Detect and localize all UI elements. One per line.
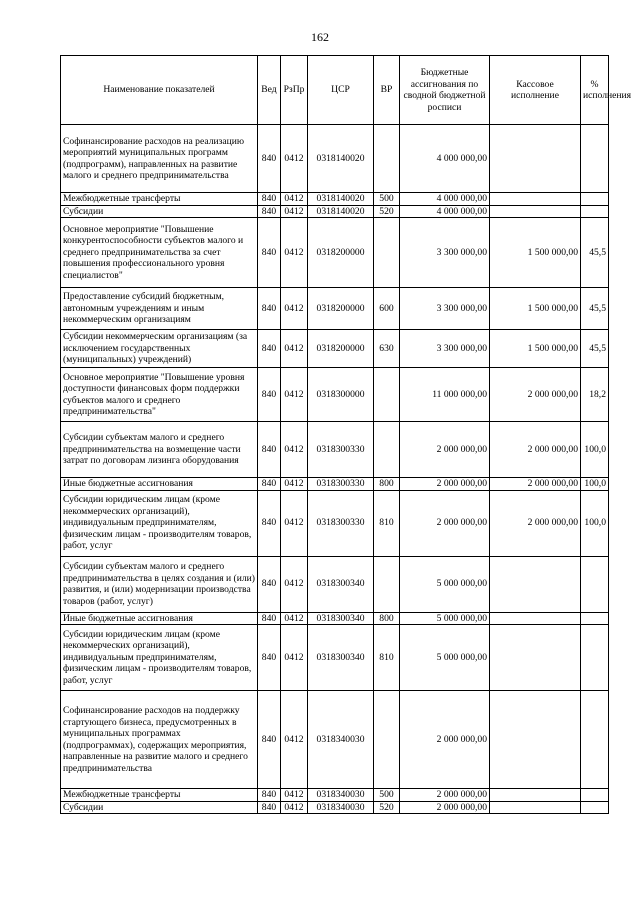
row-cash-execution xyxy=(490,205,581,218)
header-name: Наименование показателей xyxy=(61,56,258,125)
row-rzpr: 0412 xyxy=(281,368,308,422)
row-cash-execution xyxy=(490,556,581,612)
table-row xyxy=(61,490,609,556)
row-name: Иные бюджетные ассигнования xyxy=(61,478,258,491)
table-row xyxy=(61,368,609,422)
row-csr: 0318200000 xyxy=(308,330,374,368)
row-vr: 520 xyxy=(374,801,400,814)
table-body xyxy=(61,125,609,814)
row-vr: 500 xyxy=(374,789,400,802)
row-vr: 810 xyxy=(374,625,400,691)
table-row xyxy=(61,789,609,802)
row-percent xyxy=(581,801,609,814)
row-rzpr: 0412 xyxy=(281,205,308,218)
row-name: Субсидии некоммерческим организациям (за исключением государственных (муниципальных) учреждений) xyxy=(61,330,258,368)
row-cash-execution xyxy=(490,625,581,691)
row-cash-execution xyxy=(490,125,581,193)
row-vr xyxy=(374,691,400,789)
row-percent xyxy=(581,691,609,789)
table-row xyxy=(61,330,609,368)
row-cash-execution xyxy=(490,691,581,789)
page-number: 162 xyxy=(311,30,329,44)
row-ved: 840 xyxy=(258,193,281,206)
row-cash-execution: 2 000 000,00 xyxy=(490,368,581,422)
row-name: Субсидии xyxy=(61,205,258,218)
row-csr: 0318140020 xyxy=(308,125,374,193)
row-ved: 840 xyxy=(258,478,281,491)
budget-table xyxy=(60,55,632,814)
row-vr: 630 xyxy=(374,330,400,368)
row-rzpr: 0412 xyxy=(281,801,308,814)
row-rzpr: 0412 xyxy=(281,625,308,691)
header-csr: ЦСР xyxy=(308,56,374,125)
row-csr: 0318200000 xyxy=(308,288,374,330)
table-header-row xyxy=(61,56,609,125)
row-csr: 0318300000 xyxy=(308,368,374,422)
row-assignments: 3 300 000,00 xyxy=(400,218,490,288)
row-ved: 840 xyxy=(258,205,281,218)
row-assignments: 11 000 000,00 xyxy=(400,368,490,422)
row-cash-execution: 1 500 000,00 xyxy=(490,330,581,368)
row-ved: 840 xyxy=(258,789,281,802)
row-csr: 0318300340 xyxy=(308,612,374,625)
row-cash-execution: 2 000 000,00 xyxy=(490,490,581,556)
row-percent xyxy=(581,625,609,691)
table-row xyxy=(61,218,609,288)
header-cash-execution: Кассовое исполнение xyxy=(490,56,581,125)
row-percent: 18,2 xyxy=(581,368,609,422)
row-csr: 0318300330 xyxy=(308,490,374,556)
row-ved: 840 xyxy=(258,422,281,478)
row-ved: 840 xyxy=(258,125,281,193)
row-rzpr: 0412 xyxy=(281,556,308,612)
table-row xyxy=(61,625,609,691)
table-row xyxy=(61,422,609,478)
row-csr: 0318140020 xyxy=(308,193,374,206)
row-cash-execution xyxy=(490,612,581,625)
header-ved: Вед xyxy=(258,56,281,125)
table-row xyxy=(61,193,609,206)
row-vr: 800 xyxy=(374,478,400,491)
table-row xyxy=(61,612,609,625)
row-assignments: 4 000 000,00 xyxy=(400,125,490,193)
table-row xyxy=(61,478,609,491)
row-assignments: 2 000 000,00 xyxy=(400,801,490,814)
row-percent xyxy=(581,556,609,612)
header-assignments: Бюджетные ассигнования по сводной бюджетной росписи xyxy=(400,56,490,125)
row-cash-execution: 2 000 000,00 xyxy=(490,422,581,478)
row-percent xyxy=(581,125,609,193)
row-assignments: 3 300 000,00 xyxy=(400,330,490,368)
row-assignments: 5 000 000,00 xyxy=(400,556,490,612)
row-percent xyxy=(581,612,609,625)
row-assignments: 2 000 000,00 xyxy=(400,490,490,556)
row-percent xyxy=(581,789,609,802)
row-name: Субсидии субъектам малого и среднего предпринимательства на возмещение части затрат по договорам лизинга оборудования xyxy=(61,422,258,478)
row-name: Межбюджетные трансферты xyxy=(61,789,258,802)
row-cash-execution: 2 000 000,00 xyxy=(490,478,581,491)
row-percent: 45,5 xyxy=(581,218,609,288)
row-name: Субсидии субъектам малого и среднего предпринимательства в целях создания и (или) развития, и (или) модернизации производства товаров (работ, услуг) xyxy=(61,556,258,612)
row-rzpr: 0412 xyxy=(281,691,308,789)
row-name: Иные бюджетные ассигнования xyxy=(61,612,258,625)
header-rzpr: РзПр xyxy=(281,56,308,125)
row-cash-execution: 1 500 000,00 xyxy=(490,288,581,330)
row-csr: 0318140020 xyxy=(308,205,374,218)
table-row xyxy=(61,691,609,789)
row-assignments: 2 000 000,00 xyxy=(400,422,490,478)
row-assignments: 2 000 000,00 xyxy=(400,691,490,789)
row-name: Софинансирование расходов на реализацию мероприятий муниципальных программ (подпрограмм), направленных на развитие малого и среднего предпринимательства xyxy=(61,125,258,193)
row-ved: 840 xyxy=(258,330,281,368)
row-rzpr: 0412 xyxy=(281,288,308,330)
header-percent: % исполнения xyxy=(581,56,609,125)
header-vr: ВР xyxy=(374,56,400,125)
row-percent: 100,0 xyxy=(581,478,609,491)
row-name: Основное мероприятие "Повышение уровня доступности финансовых форм поддержки субъектов малого и среднего предпринимательства" xyxy=(61,368,258,422)
row-csr: 0318340030 xyxy=(308,691,374,789)
row-vr xyxy=(374,556,400,612)
row-assignments: 4 000 000,00 xyxy=(400,205,490,218)
row-percent xyxy=(581,193,609,206)
row-percent: 45,5 xyxy=(581,330,609,368)
row-cash-execution xyxy=(490,193,581,206)
row-rzpr: 0412 xyxy=(281,218,308,288)
row-percent: 100,0 xyxy=(581,490,609,556)
row-csr: 0318300330 xyxy=(308,478,374,491)
row-vr xyxy=(374,422,400,478)
row-ved: 840 xyxy=(258,691,281,789)
row-ved: 840 xyxy=(258,368,281,422)
row-cash-execution xyxy=(490,801,581,814)
row-csr: 0318300330 xyxy=(308,422,374,478)
row-assignments: 2 000 000,00 xyxy=(400,478,490,491)
row-percent: 45,5 xyxy=(581,288,609,330)
row-ved: 840 xyxy=(258,801,281,814)
row-ved: 840 xyxy=(258,612,281,625)
row-name: Предоставление субсидий бюджетным, автономным учреждениям и иным некоммерческим организациям xyxy=(61,288,258,330)
row-rzpr: 0412 xyxy=(281,490,308,556)
row-name: Основное мероприятие "Повышение конкурентоспособности субъектов малого и среднего предпринимательства за счет повышения профессионального уровня специалистов" xyxy=(61,218,258,288)
row-ved: 840 xyxy=(258,218,281,288)
row-rzpr: 0412 xyxy=(281,193,308,206)
row-vr xyxy=(374,218,400,288)
row-assignments: 5 000 000,00 xyxy=(400,612,490,625)
row-percent: 100,0 xyxy=(581,422,609,478)
row-name: Софинансирование расходов на поддержку стартующего бизнеса, предусмотренных в муниципальных программах (подпрограммах), содержащих мероприятия, направленные на развитие малого и среднего предпринимательства xyxy=(61,691,258,789)
row-rzpr: 0412 xyxy=(281,789,308,802)
row-rzpr: 0412 xyxy=(281,125,308,193)
row-ved: 840 xyxy=(258,625,281,691)
row-rzpr: 0412 xyxy=(281,478,308,491)
row-vr xyxy=(374,125,400,193)
row-vr: 600 xyxy=(374,288,400,330)
row-vr: 800 xyxy=(374,612,400,625)
table-row xyxy=(61,125,609,193)
row-assignments: 4 000 000,00 xyxy=(400,193,490,206)
row-csr: 0318300340 xyxy=(308,625,374,691)
row-csr: 0318340030 xyxy=(308,789,374,802)
table-row xyxy=(61,801,609,814)
row-assignments: 2 000 000,00 xyxy=(400,789,490,802)
row-rzpr: 0412 xyxy=(281,330,308,368)
row-vr: 810 xyxy=(374,490,400,556)
row-vr xyxy=(374,368,400,422)
row-ved: 840 xyxy=(258,556,281,612)
row-rzpr: 0412 xyxy=(281,612,308,625)
row-csr: 0318200000 xyxy=(308,218,374,288)
table-row xyxy=(61,288,609,330)
row-ved: 840 xyxy=(258,490,281,556)
row-percent xyxy=(581,205,609,218)
row-vr: 520 xyxy=(374,205,400,218)
row-assignments: 5 000 000,00 xyxy=(400,625,490,691)
row-cash-execution: 1 500 000,00 xyxy=(490,218,581,288)
row-assignments: 3 300 000,00 xyxy=(400,288,490,330)
table-row xyxy=(61,205,609,218)
row-ved: 840 xyxy=(258,288,281,330)
row-csr: 0318340030 xyxy=(308,801,374,814)
row-name: Субсидии xyxy=(61,801,258,814)
row-name: Субсидии юридическим лицам (кроме некоммерческих организаций), индивидуальным предпринимателям, физическим лицам - производителям товаров, работ, услуг xyxy=(61,625,258,691)
row-rzpr: 0412 xyxy=(281,422,308,478)
row-cash-execution xyxy=(490,789,581,802)
row-csr: 0318300340 xyxy=(308,556,374,612)
row-name: Субсидии юридическим лицам (кроме некоммерческих организаций), индивидуальным предпринимателям, физическим лицам - производителям товаров, работ, услуг xyxy=(61,490,258,556)
table-row xyxy=(61,556,609,612)
row-vr: 500 xyxy=(374,193,400,206)
row-name: Межбюджетные трансферты xyxy=(61,193,258,206)
